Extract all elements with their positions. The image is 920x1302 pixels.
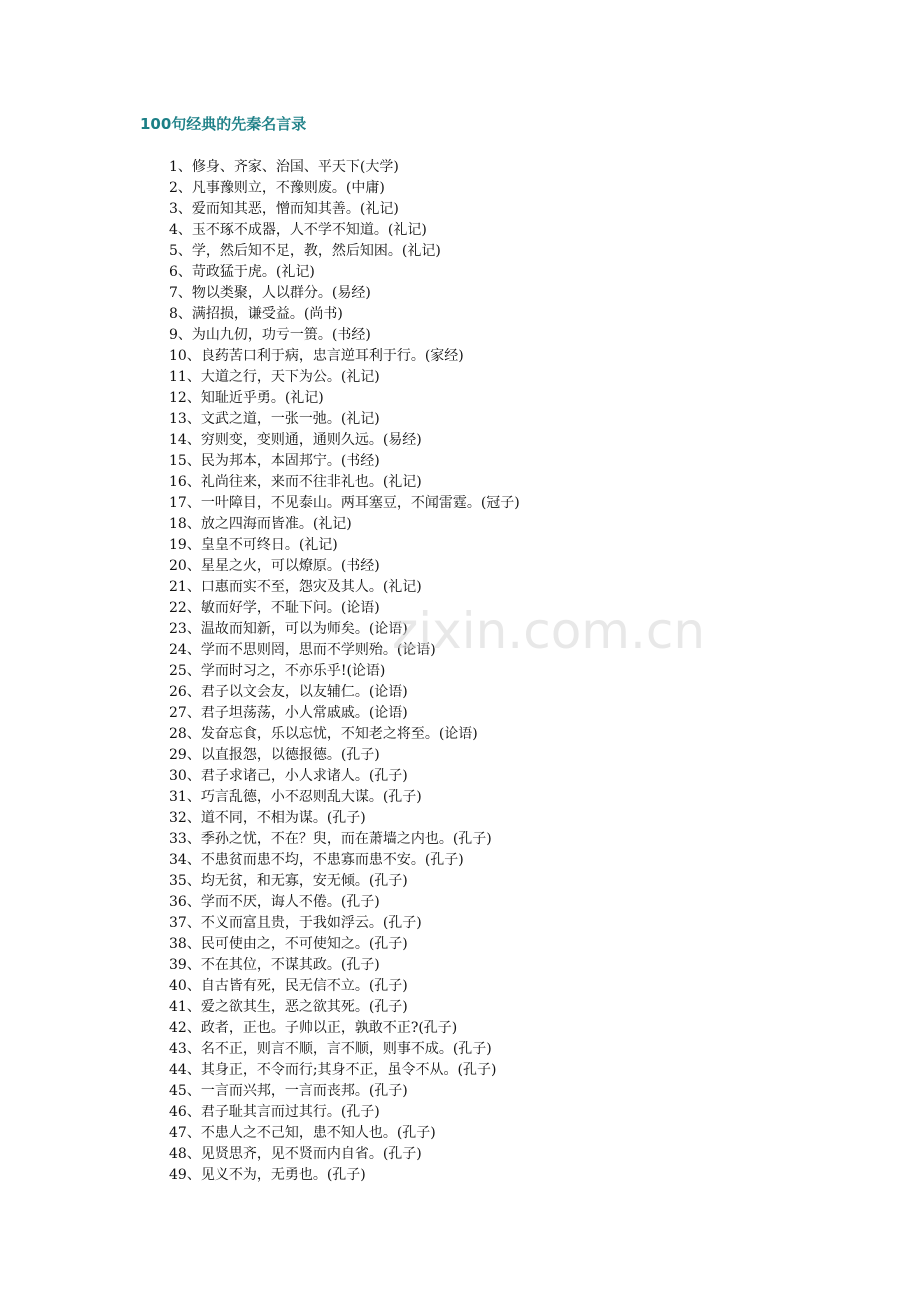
quote-line: 12、知耻近乎勇。(礼记) — [169, 390, 324, 406]
quote-line: 30、君子求诸己，小人求诸人。(孔子) — [169, 768, 408, 784]
quote-line: 29、以直报怨，以德报德。(孔子) — [169, 747, 380, 763]
quote-line: 2、凡事豫则立，不豫则废。(中庸) — [169, 180, 385, 196]
quote-line: 32、道不同，不相为谋。(孔子) — [169, 810, 366, 826]
quote-line: 19、皇皇不可终日。(礼记) — [169, 537, 338, 553]
quote-list — [169, 157, 520, 1186]
quote-line: 49、见义不为，无勇也。(孔子) — [169, 1167, 366, 1183]
quote-line: 39、不在其位，不谋其政。(孔子) — [169, 957, 380, 973]
quote-line: 3、爱而知其恶，憎而知其善。(礼记) — [169, 201, 399, 217]
quote-line: 8、满招损，谦受益。(尚书) — [169, 306, 343, 322]
quote-line: 37、不义而富且贵，于我如浮云。(孔子) — [169, 915, 422, 931]
quote-line: 44、其身正，不令而行;其身不正，虽令不从。(孔子) — [169, 1062, 497, 1078]
quote-line: 18、放之四海而皆准。(礼记) — [169, 516, 352, 532]
quote-line: 9、为山九仞，功亏一篑。(书经) — [169, 327, 371, 343]
quote-line: 11、大道之行，天下为公。(礼记) — [169, 369, 380, 385]
quote-line: 45、一言而兴邦，一言而丧邦。(孔子) — [169, 1083, 408, 1099]
quote-line: 48、见贤思齐，见不贤而内自省。(孔子) — [169, 1146, 422, 1162]
quote-line: 22、敏而好学，不耻下问。(论语) — [169, 600, 380, 616]
quote-line: 5、学，然后知不足，教，然后知困。(礼记) — [169, 243, 441, 259]
quote-line: 21、口惠而实不至，怨灾及其人。(礼记) — [169, 579, 422, 595]
quote-line: 36、学而不厌，诲人不倦。(孔子) — [169, 894, 380, 910]
quote-line: 38、民可使由之，不可使知之。(孔子) — [169, 936, 408, 952]
quote-line: 27、君子坦荡荡，小人常戚戚。(论语) — [169, 705, 408, 721]
quote-line: 34、不患贫而患不均，不患寡而患不安。(孔子) — [169, 852, 464, 868]
quote-line: 25、学而时习之，不亦乐乎!(论语) — [169, 663, 386, 679]
quote-line: 16、礼尚往来，来而不往非礼也。(礼记) — [169, 474, 422, 490]
quote-line: 35、均无贫，和无寡，安无倾。(孔子) — [169, 873, 408, 889]
quote-line: 6、苛政猛于虎。(礼记) — [169, 264, 315, 280]
quote-line: 4、玉不琢不成器，人不学不知道。(礼记) — [169, 222, 427, 238]
quote-line: 1、修身、齐家、治国、平天下(大学) — [169, 159, 399, 175]
quote-line: 41、爱之欲其生，恶之欲其死。(孔子) — [169, 999, 408, 1015]
quote-line: 46、君子耻其言而过其行。(孔子) — [169, 1104, 380, 1120]
document-title: 100句经典的先秦名言录 — [140, 115, 307, 133]
quote-line: 13、文武之道，一张一弛。(礼记) — [169, 411, 380, 427]
quote-line: 24、学而不思则罔，思而不学则殆。(论语) — [169, 642, 436, 658]
quote-line: 10、良药苦口利于病，忠言逆耳利于行。(家经) — [169, 348, 464, 364]
quote-line: 23、温故而知新，可以为师矣。(论语) — [169, 621, 408, 637]
quote-line: 17、一叶障目，不见泰山。两耳塞豆，不闻雷霆。(冠子) — [169, 495, 520, 511]
quote-line: 33、季孙之忧，不在？臾，而在萧墙之内也。(孔子) — [169, 831, 492, 847]
quote-line: 7、物以类聚，人以群分。(易经) — [169, 285, 371, 301]
quote-line: 31、巧言乱德，小不忍则乱大谋。(孔子) — [169, 789, 422, 805]
watermark: zixin.com.cn — [392, 602, 706, 660]
quote-line: 28、发奋忘食，乐以忘忧，不知老之将至。(论语) — [169, 726, 478, 742]
quote-line: 20、星星之火，可以燎原。(书经) — [169, 558, 380, 574]
quote-line: 15、民为邦本，本固邦宁。(书经) — [169, 453, 380, 469]
quote-line: 26、君子以文会友，以友辅仁。(论语) — [169, 684, 408, 700]
quote-line: 42、政者，正也。子帅以正，孰敢不正?(孔子) — [169, 1020, 458, 1036]
quote-line: 14、穷则变，变则通，通则久远。(易经) — [169, 432, 422, 448]
quote-line: 40、自古皆有死，民无信不立。(孔子) — [169, 978, 408, 994]
quote-line: 43、名不正，则言不顺，言不顺，则事不成。(孔子) — [169, 1041, 492, 1057]
quote-line: 47、不患人之不己知，患不知人也。(孔子) — [169, 1125, 436, 1141]
